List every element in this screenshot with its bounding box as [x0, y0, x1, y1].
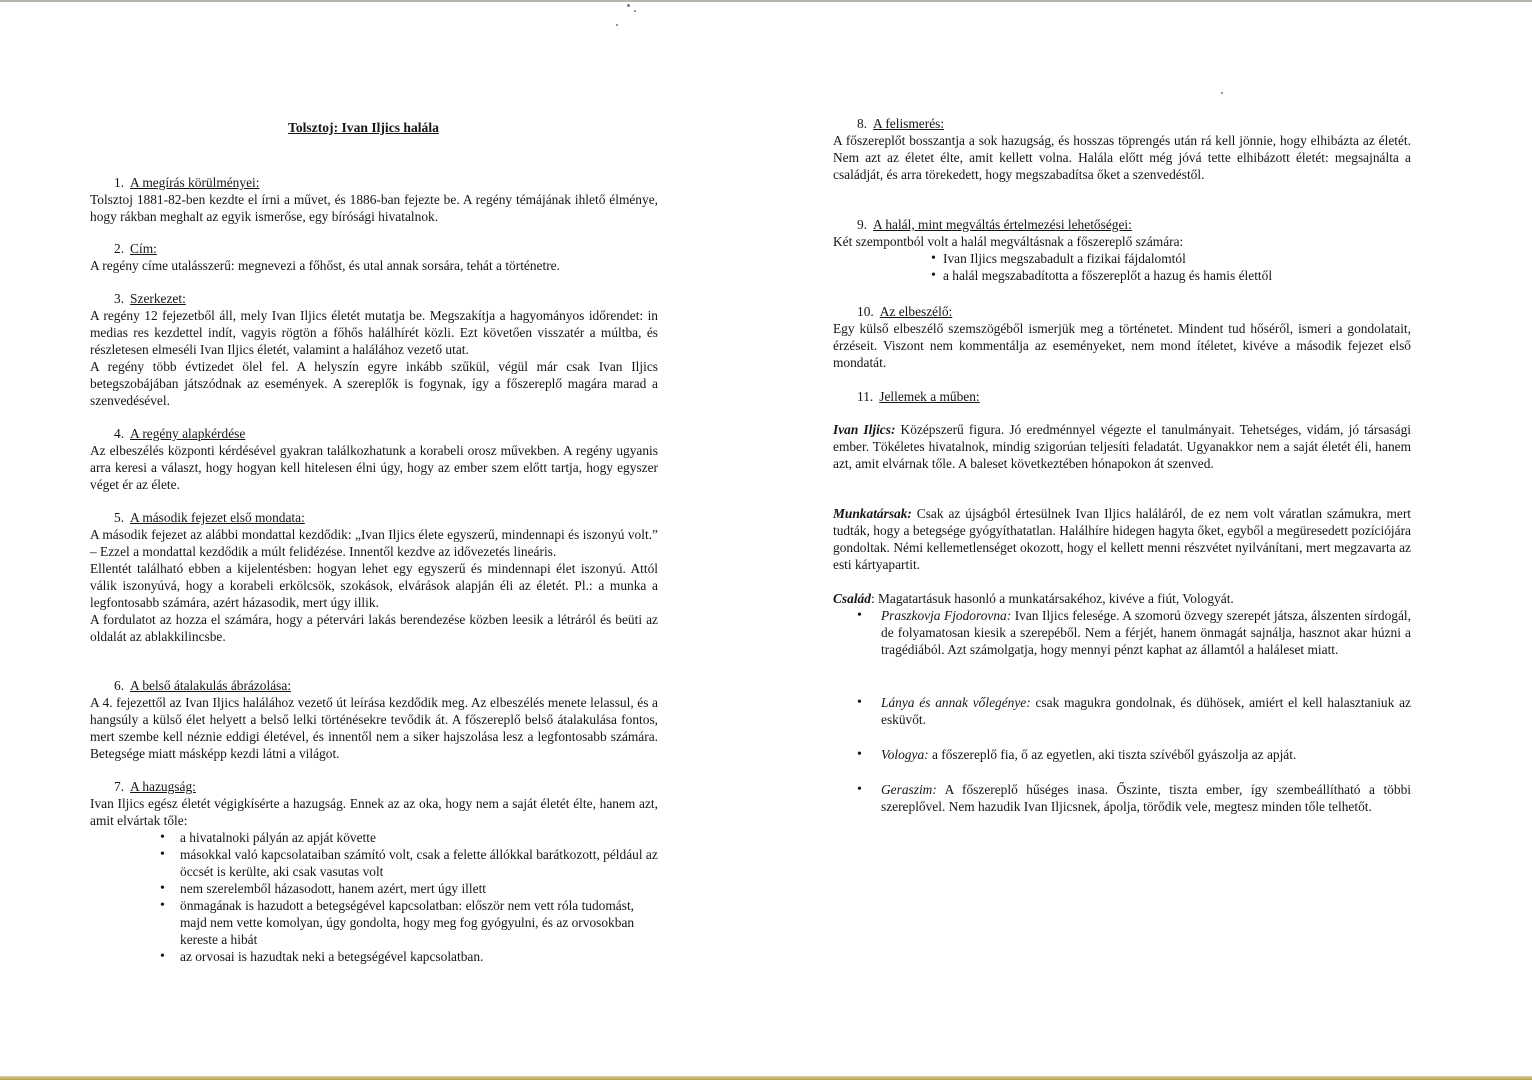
section-heading [833, 115, 1411, 132]
section-heading [90, 174, 658, 191]
character-description: Csak az újságból értesülnek Ivan Iljics haláláról, de ez nem volt váratlan számukra, mert tudták, hogy a betegsége gyógyíthatatlan. Halálhíre hidegen hagyta őket, egyből a megüresedett pozíciójára gondoltak. Némi kellemetlenséget okozott, hogy el kellett menni részvétet nyilvánítani, mert megzavarta az esti kártyapartit. [833, 506, 1411, 572]
paragraph: Az elbeszélés központi kérdésével gyakran találkozhatunk a korabeli orosz művekben. A regény ugyanis arra keresi a választ, hogy hogyan kell hitelesen élni úgy, hogy az ember szem előtt tartja, hogy egyszer véget ér az élete. [90, 443, 658, 492]
section-11 [833, 388, 1411, 405]
section-6 [90, 677, 658, 762]
section-heading [833, 216, 1411, 233]
list-item: • nem szerelemből házasodott, hanem azért, mert úgy illett [90, 880, 658, 897]
family-list [833, 694, 1411, 728]
paragraph: A 4. fejezettől az Ivan Iljics halálához vezető út leírása kezdődik meg. Az elbeszélés menete lelassul, és a hangsúly a külső élet helyett a belső lelki történésekre tevődik át. A főszereplő belső átalakulása fontos, mert szembe kell néznie eddigi életével, és innentől nem a siker hajszolása lesz a legfontosabb számára. Betegsége miatt másképp kezdi látni a világot. [90, 695, 658, 761]
section-5 [90, 509, 658, 645]
section-heading [90, 425, 658, 442]
list-item: • az orvosai is hazudtak neki a betegségével kapcsolatban. [90, 948, 658, 965]
list-item: • a halál megszabadította a főszereplőt a hazug és hamis élettől [833, 267, 1411, 284]
family-member-name: Lánya és annak vőlegénye: [881, 695, 1031, 710]
character-family [833, 590, 1411, 658]
section-title: A második fejezet első mondata: [130, 510, 305, 525]
section-10 [833, 303, 1411, 371]
character-geraszim [833, 781, 1411, 815]
section-heading [90, 290, 658, 307]
section-heading [833, 303, 1411, 320]
lie-list [90, 829, 658, 965]
section-number: 9. [857, 217, 868, 232]
section-title: A regény alapkérdése [130, 426, 246, 441]
section-4 [90, 425, 658, 493]
section-title: A megírás körülményei: [130, 175, 260, 190]
list-item: • a hivatalnoki pályán az apját követte [90, 829, 658, 846]
family-member-name: Praszkovja Fjodorovna: [881, 608, 1012, 623]
paragraph [833, 505, 1411, 573]
section-9 [833, 216, 1411, 284]
section-heading [90, 240, 658, 257]
character-ivan [833, 421, 1411, 472]
scan-speck [616, 24, 618, 26]
family-list [833, 746, 1411, 763]
section-1 [90, 174, 658, 225]
paragraph: Tolsztoj 1881-82-ben kezdte el írni a művet, és 1886-ban fejezte be. A regény témájának ihlető élménye, hogy rákban meghalt az egyik ismerőse, egy bírósági hivatalnok. [90, 192, 658, 224]
paragraph: A főszereplőt bosszantja a sok hazugság, és hosszas töprengés után rá kell jönnie, hogy elhibázta az életét. Nem azt az életet élte, amit kellett volna. Halála előtt még jóvá tette elhibázott életét: megsajnálta a családját, és arra törekedett, hogy megszabadítsa őket a szenvedéstől. [833, 133, 1411, 182]
section-number: 2. [114, 241, 125, 256]
character-name: Munkatársak: [833, 506, 912, 521]
character-name: Család [833, 591, 871, 606]
family-member [833, 694, 1411, 728]
family-member [833, 607, 1411, 658]
list-item: • másokkal való kapcsolataiban számító volt, csak a felette állókkal barátkozott, például az öccsét is kerülte, aki csak vasutas volt [90, 846, 658, 880]
section-number: 3. [114, 291, 125, 306]
paragraph: Ellentét található ebben a kijelentésben: hogyan lehet egy egyszerű és mindennapi élet iszonyú. Attól válik iszonyúvá, hogy a korabeli erkölcsök, szokások, elvárások alapján éli az életét. Pl.: a munka a legfontosabb számára, azért házasodik, mert úgy illik. [90, 561, 658, 610]
paragraph: A fordulatot az hozza el számára, hogy a pétervári lakás berendezése közben leesik a létráról és beüti az oldalát az ablakkilincsbe. [90, 612, 658, 644]
section-number: 8. [857, 116, 868, 131]
document-title: Tolsztoj: Ivan Iljics halála [288, 120, 439, 135]
section-8 [833, 115, 1411, 183]
section-heading [90, 778, 658, 795]
paragraph: A regény több évtizedet ölel fel. A helyszín egyre inkább szűkül, végül már csak Ivan Iljics betegszobájában játszódnak az események. A szereplők is fogynak, így a főszereplő magára marad a szenvedésével. [90, 359, 658, 408]
section-heading [833, 388, 1411, 405]
paragraph [833, 421, 1411, 472]
character-daughter [833, 694, 1411, 728]
paragraph: Ivan Iljics egész életét végigkísérte a hazugság. Ennek az az oka, hogy nem a saját életét élte, hanem azt, amit elvártak tőle: [90, 796, 658, 828]
family-member-description: csak magukra gondolnak, és dühösek, amiért el kell halasztaniuk az esküvőt. [881, 695, 1411, 727]
character-colleagues [833, 505, 1411, 573]
section-title: Szerkezet: [130, 291, 186, 306]
paragraph: Egy külső elbeszélő szemszögéből ismerjük meg a történetet. Mindent tud hőséről, ismeri a gondolatait, érzéseit. Viszont nem kommentálja az eseményeket, nem mond ítéletet, kivéve a második fejezet első mondatát. [833, 321, 1411, 370]
section-title: Az elbeszélő: [879, 304, 953, 319]
section-number: 11. [857, 389, 874, 404]
family-member-description: Ivan Iljics felesége. A szomorú özvegy szerepét játsza, álszenten sírdogál, de folyamatosan kiesik a szerepéből. Nem a férjét, hanem önmagát sajnálja, hasznot akar húzni a tragédiából. Azt számolgatja, hogy mennyi pénzt kaphat az államtól a haláleset miatt. [881, 608, 1411, 657]
paragraph: Két szempontból volt a halál megváltásnak a főszereplő számára: [833, 234, 1184, 249]
section-heading [90, 509, 658, 526]
paragraph: A regény címe utalásszerű: megnevezi a főhőst, és utal annak sorsára, tehát a történetre. [90, 258, 560, 273]
character-vologya [833, 746, 1411, 763]
section-title: Cím: [130, 241, 157, 256]
list-item: • önmagának is hazudott a betegségével kapcsolatban: először nem vett róla tudomást, majd nem vette komolyan, úgy gondolta, hogy meg fog gyógyulni, és az orvosokban kereste a hibát [90, 897, 658, 948]
scan-speck [627, 4, 630, 7]
family-list [833, 781, 1411, 815]
list-item: • Ivan Iljics megszabadult a fizikai fájdalomtól [833, 250, 1411, 267]
section-3 [90, 290, 658, 409]
family-member-name: Geraszim: [881, 782, 937, 797]
section-title: Jellemek a műben: [879, 389, 980, 404]
section-2 [90, 240, 658, 274]
family-member-description: a főszereplő fia, ő az egyetlen, aki tiszta szívéből gyászolja az apját. [928, 747, 1297, 762]
family-member-name: Vologya: [881, 747, 929, 762]
scan-top-edge [0, 0, 1532, 2]
section-title: A halál, mint megváltás értelmezési lehetőségei: [873, 217, 1132, 232]
section-number: 6. [114, 678, 125, 693]
section-heading [90, 677, 658, 694]
scan-bottom-edge [0, 1076, 1532, 1080]
section-number: 1. [114, 175, 125, 190]
section-title: A hazugság: [130, 779, 196, 794]
scan-speck [1221, 92, 1223, 94]
scan-speck [634, 10, 636, 12]
family-member [833, 746, 1411, 763]
section-number: 5. [114, 510, 125, 525]
section-title: A belső átalakulás ábrázolása: [130, 678, 292, 693]
paragraph: A regény 12 fejezetből áll, mely Ivan Iljics életét mutatja be. Megszakítja a hagyományos időrendet: in medias res kezdettel indít, vagyis rögtön a főhős halálhírét közli. Ezt követően visszatér a múltba, és részletesen elmeséli Ivan Iljics életét, valamint a halálához vezető utat. [90, 308, 658, 357]
character-description: Középszerű figura. Jó eredménnyel végezte el tanulmányait. Tehetséges, vidám, jó társasági ember. Tökéletes hivatalnok, mindig szigorúan teljesíti feladatát. Ugyanakkor nem a saját életét éli, hanem azt, amit elvárnak tőle. A baleset következtében hónapokon át szenved. [833, 422, 1411, 471]
character-name: Ivan Iljics: [833, 422, 896, 437]
character-description: : Magatartásuk hasonló a munkatársakéhoz, kivéve a fiút, Vologyát. [870, 591, 1234, 606]
section-title: A felismerés: [873, 116, 945, 131]
paragraph [833, 590, 1411, 607]
redemption-list [833, 250, 1411, 284]
family-member-description: A főszereplő hűséges inasa. Őszinte, tiszta ember, így szembeállítható a többi szereplővel. Nem hazudik Ivan Iljicsnek, ápolja, törődik vele, megtesz minden tőle telhetőt. [881, 782, 1411, 814]
section-number: 4. [114, 426, 125, 441]
section-7 [90, 778, 658, 965]
family-member [833, 781, 1411, 815]
family-list [833, 607, 1411, 658]
section-number: 10. [857, 304, 874, 319]
section-number: 7. [114, 779, 125, 794]
paragraph: A második fejezet az alábbi mondattal kezdődik: „Ivan Iljics élete egyszerű, mindennapi és iszonyú volt.” – Ezzel a mondattal kezdődik a múlt felidézése. Innentől kezdve az idővezetés lineáris. [90, 527, 658, 559]
